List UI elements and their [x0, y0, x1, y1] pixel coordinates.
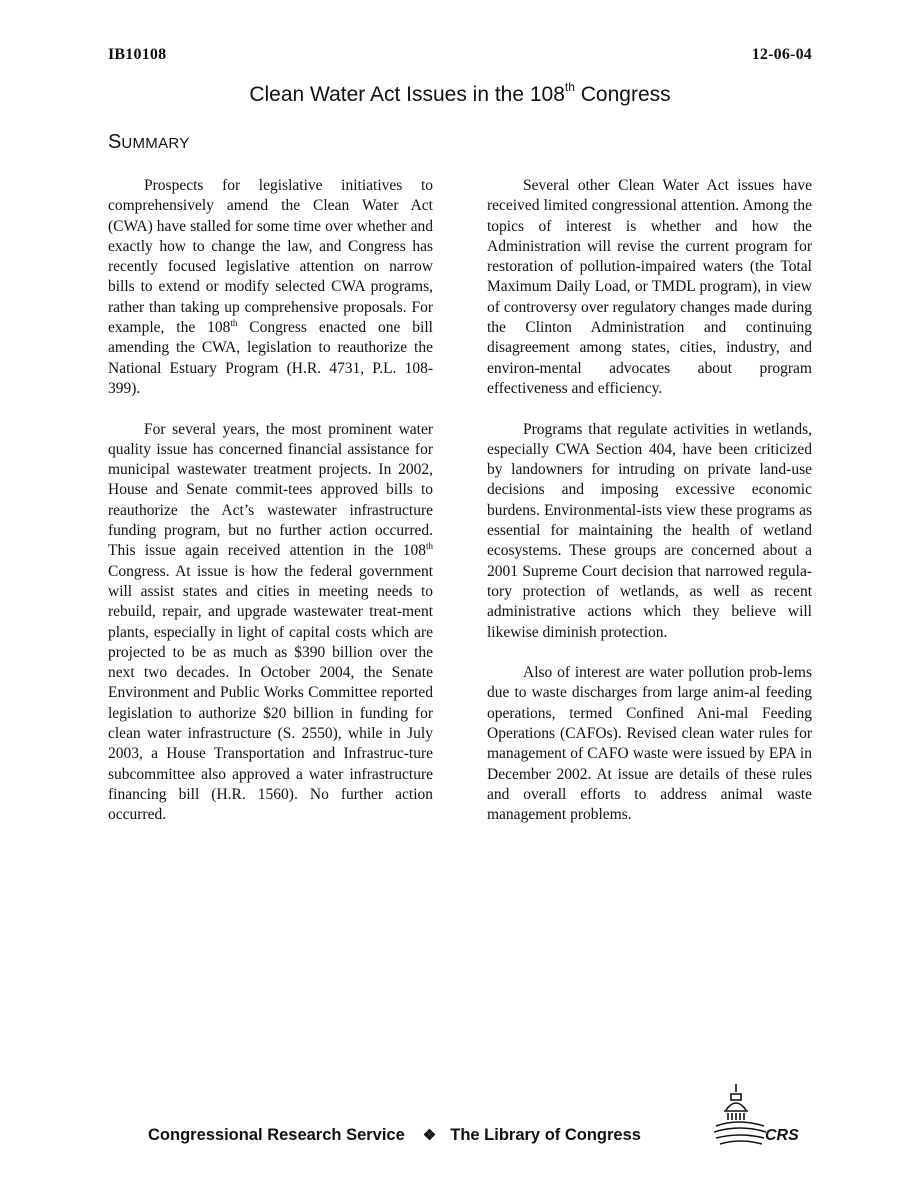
- title-text: Clean Water Act Issues in the 108: [249, 83, 565, 106]
- paragraph: [108, 420, 433, 826]
- paragraph: Several other Clean Water Act issues have received limited congressional attention. Among the topics of interest is whether and how the Administration will revise the current program for restoration of pollution-impaired waters (the Total Maximum Daily Load, or TMDL program), in view of controversy over regulatory changes made during the Clinton Administration and continuing disagreement among states, cities, industry, and environ-mental advocates about program effectiveness and efficiency.: [487, 177, 812, 397]
- page-title: [0, 80, 920, 107]
- crs-capitol-logo-icon: [712, 1082, 808, 1150]
- section-heading-rest: UMMARY: [121, 135, 190, 152]
- paragraph-text: Congress enacted one bill amending the CWA, legislation to reauthorize the National Estuary Program (H.R. 4731, P.L. 108-399).: [108, 319, 433, 397]
- paragraph-text: Prospects for legislative initiatives to comprehensively amend the Clean Water Act (CWA) have stalled for some time over whether and exactly how to change the law, and Congress has recently focused legislative attention on narrow bills to extend or modify selected CWA programs, rather than taking up comprehensive proposals. For example, the 108: [108, 177, 433, 337]
- superscript: th: [425, 541, 433, 552]
- document-date: 12-06-04: [751, 46, 812, 63]
- superscript: th: [230, 317, 238, 328]
- footer-library: The Library of Congress: [450, 1126, 641, 1144]
- paragraph: [108, 176, 433, 399]
- section-heading-initial: S: [108, 131, 122, 153]
- paragraph: Also of interest are water pollution prob-lems due to waste discharges from large anim-al feeding operations, termed Confined Ani-mal Feeding Operations (CAFOs). Revised clean water rules for management of CAFO waste were issued by EPA in December 2002. At issue are details of these rules and overall efforts to address animal waste management problems.: [487, 664, 812, 824]
- title-superscript: th: [564, 80, 575, 94]
- footer-org: Congressional Research Service: [148, 1126, 405, 1144]
- title-suffix: Congress: [574, 83, 671, 106]
- footer-separator-icon: ❖: [422, 1127, 437, 1144]
- left-column: [108, 176, 433, 846]
- footer: [148, 1126, 641, 1145]
- section-heading: [108, 131, 190, 154]
- logo-text: CRS: [765, 1127, 799, 1144]
- paragraph: Programs that regulate activities in wetlands, especially CWA Section 404, have been criticized by landowners for intruding on private land-use decisions and imposing excessive economic burdens. Environmental-ists view these programs as essential for maintaining the health of wetland ecosystems. These groups are concerned about a 2001 Supreme Court decision that narrowed regula-tory protection of wetlands, as well as recent administrative actions which they believe will likewise diminish protection.: [487, 420, 812, 641]
- document-id: IB10108: [108, 46, 167, 63]
- paragraph-text: For several years, the most prominent water quality issue has concerned financial assistance for municipal wastewater treatment projects. In 2002, House and Senate commit-tees approved bills to reauthorize the Act’s wastewater infrastructure funding program, but no further action occurred. This issue again received attention in the 108: [108, 420, 433, 560]
- right-column: [487, 176, 812, 846]
- paragraph-text: Congress. At issue is how the federal government will assist states and cities in meeting needs to rebuild, repair, and upgrade wastewater treat-ment plants, especially in light of capital costs which are projected to be as much as $390 billion over the next two decades. In October 2004, the Senate Environment and Public Works Committee reported legislation to authorize $20 billion in funding for clean water infrastructure (S. 2550), while in July 2003, a House Transportation and Infrastruc-ture subcommittee also approved a water infrastructure financing bill (H.R. 1560). No further action occurred.: [108, 562, 433, 824]
